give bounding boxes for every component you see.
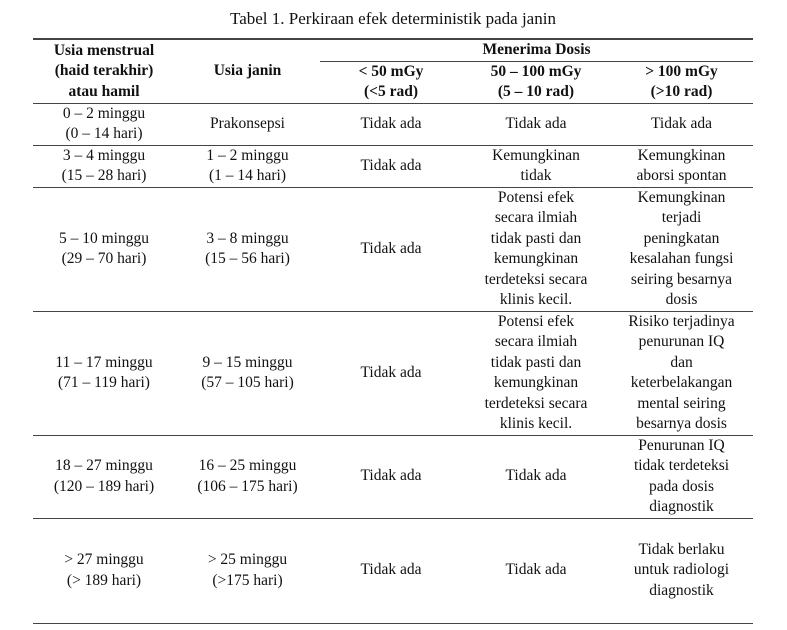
cell-menstrual-age: 11 – 17 minggu (71 – 119 hari) xyxy=(33,311,175,435)
cell-dose-low: Tidak ada xyxy=(320,145,462,187)
cell-dose-mid: Tidak ada xyxy=(462,435,610,518)
deterministic-effects-table xyxy=(33,38,753,624)
cell-menstrual-age: 3 – 4 minggu (15 – 28 hari) xyxy=(33,145,175,187)
table-row xyxy=(33,145,753,187)
cell-fetal-age: Prakonsepsi xyxy=(175,103,320,145)
header-dose-group: Menerima Dosis xyxy=(320,39,753,61)
cell-menstrual-age: 5 – 10 minggu (29 – 70 hari) xyxy=(33,187,175,311)
cell-dose-mid: Potensi efek secara ilmiah tidak pasti dan kemungkinan terdeteksi secara klinis kecil. xyxy=(462,311,610,435)
cell-dose-high: Penurunan IQ tidak terdeteksi pada dosis diagnostik xyxy=(610,435,753,518)
cell-dose-low: Tidak ada xyxy=(320,103,462,145)
header-dose-mid: 50 – 100 mGy (5 – 10 rad) xyxy=(462,61,610,103)
cell-dose-high: Kemungkinan terjadi peningkatan kesalahan fungsi seiring besarnya dosis xyxy=(610,187,753,311)
cell-fetal-age: 1 – 2 minggu (1 – 14 hari) xyxy=(175,145,320,187)
cell-dose-low: Tidak ada xyxy=(320,187,462,311)
cell-dose-high: Tidak ada xyxy=(610,103,753,145)
table-caption: Tabel 1. Perkiraan efek deterministik pada janin xyxy=(230,9,556,28)
table-row xyxy=(33,103,753,145)
cell-menstrual-age: 0 – 2 minggu (0 – 14 hari) xyxy=(33,103,175,145)
cell-dose-high: Kemungkinan aborsi spontan xyxy=(610,145,753,187)
cell-menstrual-age: 18 – 27 minggu (120 – 189 hari) xyxy=(33,435,175,518)
header-dose-high: > 100 mGy (>10 rad) xyxy=(610,61,753,103)
cell-dose-mid: Tidak ada xyxy=(462,518,610,623)
cell-dose-high: Tidak berlaku untuk radiologi diagnostik xyxy=(610,518,753,623)
table-row xyxy=(33,518,753,623)
cell-dose-high: Risiko terjadinya penurunan IQ dan keterbelakangan mental seiring besarnya dosis xyxy=(610,311,753,435)
cell-dose-low: Tidak ada xyxy=(320,311,462,435)
cell-fetal-age: > 25 minggu (>175 hari) xyxy=(175,518,320,623)
table-row xyxy=(33,311,753,435)
header-menstrual-age: Usia menstrual (haid terakhir) atau hamil xyxy=(33,39,175,103)
cell-fetal-age: 16 – 25 minggu (106 – 175 hari) xyxy=(175,435,320,518)
cell-dose-mid: Tidak ada xyxy=(462,103,610,145)
header-fetal-age: Usia janin xyxy=(175,39,320,103)
cell-dose-mid: Potensi efek secara ilmiah tidak pasti dan kemungkinan terdeteksi secara klinis kecil. xyxy=(462,187,610,311)
cell-dose-low: Tidak ada xyxy=(320,518,462,623)
table-row xyxy=(33,435,753,518)
cell-menstrual-age: > 27 minggu (> 189 hari) xyxy=(33,518,175,623)
cell-dose-low: Tidak ada xyxy=(320,435,462,518)
cell-dose-mid: Kemungkinan tidak xyxy=(462,145,610,187)
cell-fetal-age: 3 – 8 minggu (15 – 56 hari) xyxy=(175,187,320,311)
header-dose-low: < 50 mGy (<5 rad) xyxy=(320,61,462,103)
table-row xyxy=(33,187,753,311)
cell-fetal-age: 9 – 15 minggu (57 – 105 hari) xyxy=(175,311,320,435)
